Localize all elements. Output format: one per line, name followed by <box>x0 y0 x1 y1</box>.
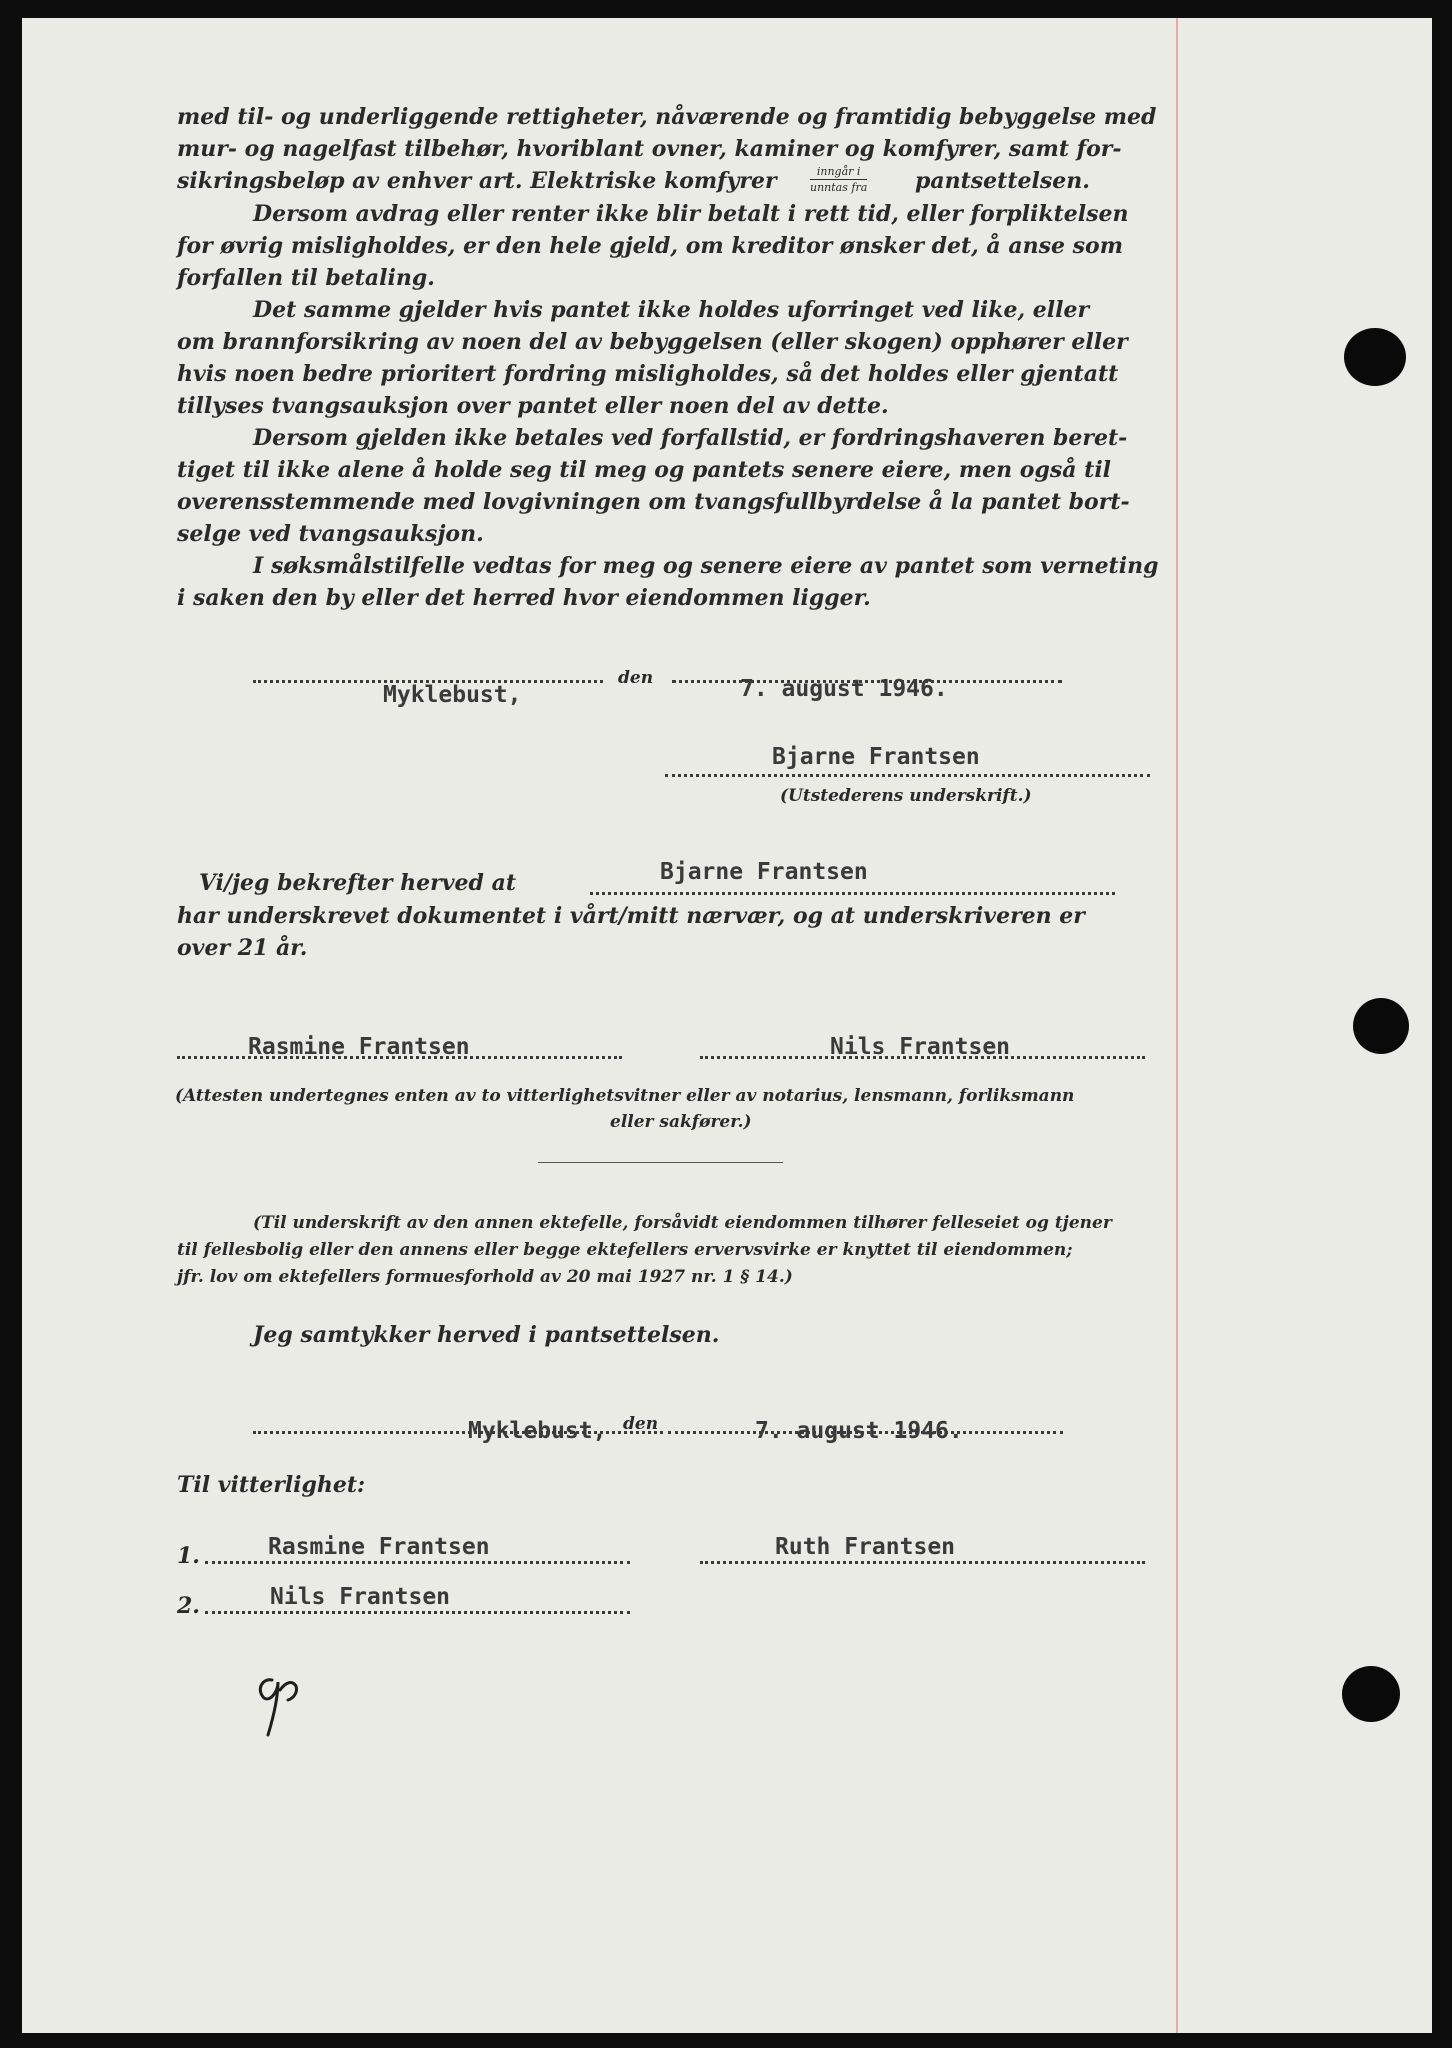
witness-heading: Til vitterlighet: <box>177 1472 366 1498</box>
signing-date: 7. august 1946. <box>740 676 948 702</box>
witness1-signature: Rasmine Frantsen <box>248 1034 470 1060</box>
body-line: overensstemmende med lovgivningen om tvangsfullbyrdelse å la pantet bort- <box>177 489 1130 515</box>
spouse-place: Myklebust, <box>468 1418 607 1444</box>
body-line: forfallen til betaling. <box>177 265 435 291</box>
confirmation-dotted-line <box>590 892 1115 895</box>
body-line: hvis noen bedre prioritert fordring misligholdes, så det holdes eller gjentatt <box>177 361 1119 387</box>
body-line: pantsettelsen. <box>915 168 1090 194</box>
witness-row1-left: Rasmine Frantsen <box>268 1534 490 1560</box>
consent-text: Jeg samtykker herved i pantsettelsen. <box>253 1322 720 1348</box>
body-line: for øvrig misligholdes, er den hele gjeld, om kreditor ønsker det, å anse som <box>177 233 1123 259</box>
attest-note: eller sakfører.) <box>610 1112 752 1132</box>
spouse-den-label: den <box>623 1414 659 1434</box>
issuer-dotted-line <box>665 774 1150 777</box>
confirmation-lead: Vi/jeg bekrefter herved at <box>199 870 516 896</box>
body-line: selge ved tvangsauksjon. <box>177 521 484 547</box>
confirmation-line: har underskrevet dokumentet i vårt/mitt nærvær, og at underskriveren er <box>177 903 1085 929</box>
witness-row1-number: 1. <box>177 1543 200 1569</box>
witness-row2-number: 2. <box>177 1593 200 1619</box>
witness-row1-left-line <box>205 1561 630 1564</box>
body-line: I søksmålstilfelle vedtas for meg og senere eiere av pantet som verneting <box>253 553 1159 579</box>
body-line: i saken den by eller det herred hvor eiendommen ligger. <box>177 585 871 611</box>
fraction-top: inngår i <box>810 165 867 180</box>
body-line: tillyses tvangsauksjon over pantet eller noen del av dette. <box>177 393 889 419</box>
punch-hole-middle <box>1353 998 1409 1054</box>
body-line: tiget til ikke alene å holde seg til meg og pantets senere eiere, men også til <box>177 457 1112 483</box>
punch-hole-top <box>1344 328 1406 386</box>
spouse-note: jfr. lov om ektefellers formuesforhold av 20 mai 1927 nr. 1 § 14.) <box>177 1267 793 1287</box>
witness-row2-left-line <box>205 1611 630 1614</box>
body-line: med til- og underliggende rettigheter, nåværende og framtidig bebyggelse med <box>177 104 1157 130</box>
body-line: Det samme gjelder hvis pantet ikke holdes uforringet ved like, eller <box>253 297 1090 323</box>
witness-row2-left: Nils Frantsen <box>270 1584 451 1610</box>
confirmation-line: over 21 år. <box>177 935 308 961</box>
body-line: sikringsbeløp av enhver art. Elektriske komfyrer <box>177 168 777 194</box>
signing-place: Myklebust, <box>383 682 522 708</box>
margin-rule <box>1176 18 1178 2033</box>
spouse-note: (Til underskrift av den annen ektefelle, forsåvidt eiendommen tilhører felleseiet og tjener <box>253 1213 1112 1233</box>
spouse-date: 7. august 1946. <box>755 1418 963 1444</box>
issuer-signature: Bjarne Frantsen <box>772 744 980 770</box>
den-label: den <box>618 668 654 688</box>
witness-row1-right-line <box>700 1561 1145 1564</box>
body-line: Dersom gjelden ikke betales ved forfallstid, er fordringshaveren beret- <box>253 425 1128 451</box>
spouse-note: til fellesbolig eller den annens eller begge ektefellers ervervsvirke er knyttet til eiendommen; <box>177 1240 1073 1260</box>
witness2-signature: Nils Frantsen <box>830 1034 1011 1060</box>
attest-note: (Attesten undertegnes enten av to vitterlighetsvitner eller av notarius, lensmann, forliksmann <box>175 1086 1075 1106</box>
handwritten-initials <box>250 1640 330 1740</box>
body-line: Dersom avdrag eller renter ikke blir betalt i rett tid, eller forpliktelsen <box>253 201 1129 227</box>
confirmation-name: Bjarne Frantsen <box>660 859 868 885</box>
punch-hole-bottom <box>1342 1666 1400 1722</box>
issuer-caption: (Utstederens underskrift.) <box>780 786 1032 806</box>
body-line: mur- og nagelfast tilbehør, hvoriblant ovner, kaminer og komfyrer, samt for- <box>177 136 1122 162</box>
inngar-unntas-fraction <box>810 165 867 194</box>
witness-row1-right: Ruth Frantsen <box>775 1534 956 1560</box>
body-line: om brannforsikring av noen del av bebyggelsen (eller skogen) opphører eller <box>177 329 1128 355</box>
fraction-bottom: unntas fra <box>810 181 868 194</box>
section-divider <box>538 1162 783 1163</box>
